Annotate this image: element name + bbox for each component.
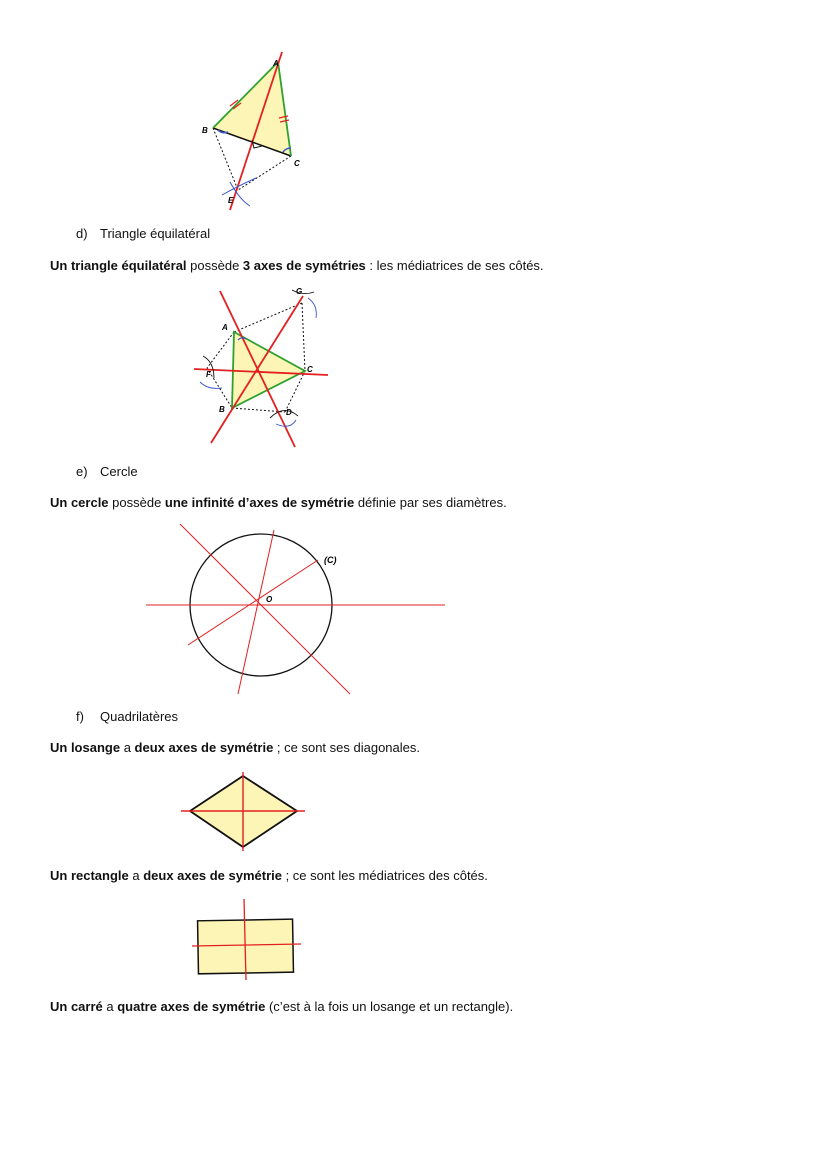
label-b: B — [202, 126, 208, 135]
label-c: C — [307, 365, 313, 374]
paragraph-rectangle: Un rectangle a deux axes de symétrie ; ce sont les médiatrices des côtés. — [50, 868, 488, 883]
label-b: B — [219, 405, 225, 414]
paragraph-square: Un carré a quatre axes de symétrie (c’est à la fois un losange et un rectangle). — [50, 999, 514, 1014]
paragraph-losange: Un losange a deux axes de symétrie ; ce sont ses diagonales. — [50, 740, 420, 755]
label-a: A — [222, 323, 228, 332]
label-f: F — [206, 370, 211, 379]
paragraph-circle: Un cercle possède une infinité d’axes de symétrie définie par ses diamètres. — [50, 495, 507, 510]
label-d: D — [286, 408, 292, 417]
paragraph-equilateral: Un triangle équilatéral possède 3 axes de symétries : les médiatrices de ses côtés. — [50, 258, 544, 273]
label-circle-c: (C) — [324, 555, 337, 565]
label-a: A — [273, 59, 279, 68]
label-center-o: O — [266, 595, 273, 604]
label-g: G — [296, 287, 303, 296]
circle-figure — [140, 520, 450, 700]
heading-circle: e) Cercle — [76, 464, 138, 479]
isosceles-triangle-figure — [190, 48, 320, 214]
heading-quadrilaterals: f) Quadrilatères — [76, 709, 179, 724]
rhombus-figure — [176, 770, 310, 854]
rectangle-figure — [190, 895, 304, 983]
heading-equilateral-triangle: d) Triangle équilatéral — [76, 226, 211, 241]
label-e: E — [228, 196, 234, 205]
equilateral-triangle-figure — [190, 284, 335, 450]
label-c: C — [294, 159, 300, 168]
